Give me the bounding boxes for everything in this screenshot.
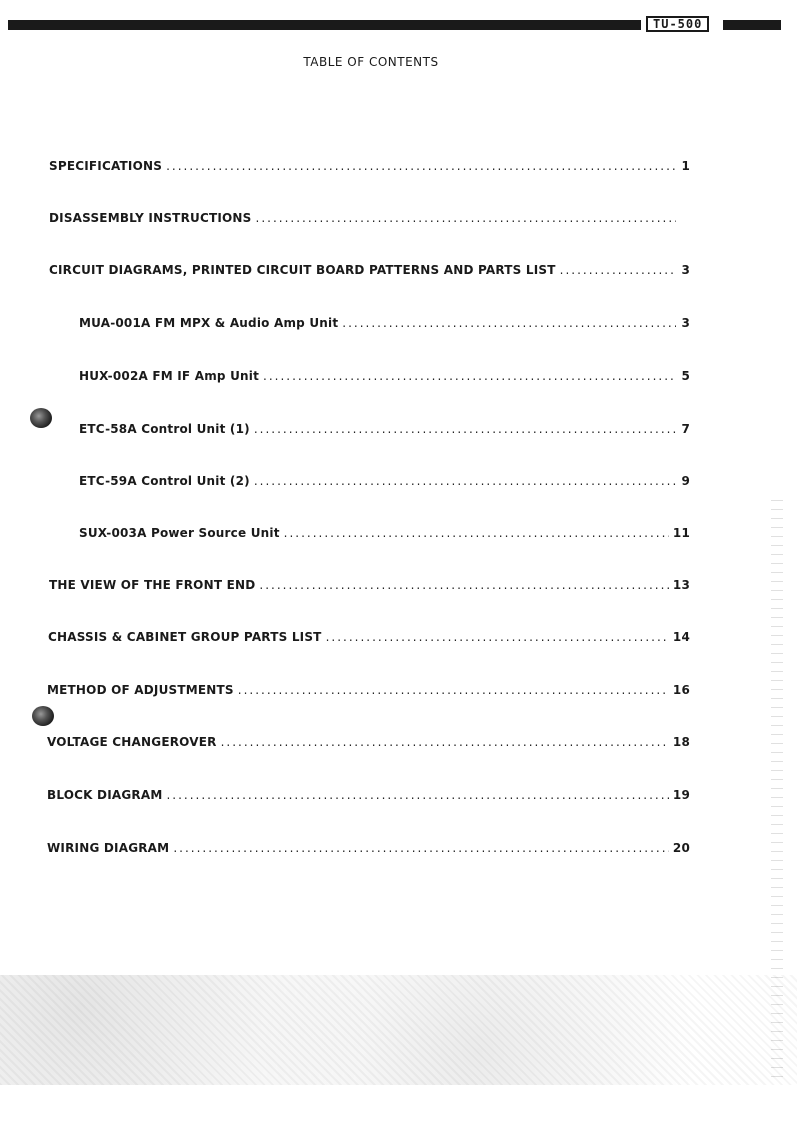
toc-entry-front-end[interactable] (49, 578, 690, 596)
toc-page-number: 1 (681, 159, 690, 173)
page-title: TABLE OF CONTENTS (303, 55, 439, 69)
toc-entry-label: ETC-59A Control Unit (2) (79, 474, 250, 488)
model-code: TU-500 (646, 16, 709, 32)
toc-entry-label: CHASSIS & CABINET GROUP PARTS LIST (48, 630, 322, 644)
dot-leader (238, 683, 669, 697)
toc-entry-label: CIRCUIT DIAGRAMS, PRINTED CIRCUIT BOARD PATTERNS AND PARTS LIST (49, 263, 556, 277)
toc-entry-label: DISASSEMBLY INSTRUCTIONS (49, 211, 252, 225)
scan-noise (0, 975, 797, 1085)
dot-leader (560, 263, 676, 277)
toc-entry-etc-59a[interactable] (79, 474, 690, 492)
toc-page-number: 19 (672, 788, 690, 802)
toc-entry-label: ETC-58A Control Unit (1) (79, 422, 250, 436)
toc-entry-label: MUA-001A FM MPX & Audio Amp Unit (79, 316, 339, 330)
toc-entry-label: THE VIEW OF THE FRONT END (49, 578, 256, 592)
toc-page-number: 16 (672, 683, 690, 697)
toc-entry-chassis-parts[interactable] (48, 630, 690, 648)
punch-hole-icon (32, 706, 54, 726)
scan-edge-noise (771, 500, 783, 1080)
toc-page-number: 3 (681, 316, 690, 330)
dot-leader (342, 316, 676, 330)
toc-entry-voltage-changerover[interactable] (47, 735, 690, 753)
toc-entry-label: METHOD OF ADJUSTMENTS (47, 683, 234, 697)
toc-entry-label: SPECIFICATIONS (49, 159, 163, 173)
toc-entry-sux-003a[interactable] (79, 526, 690, 544)
dot-leader (166, 788, 668, 802)
toc-page-number: 5 (681, 369, 690, 383)
toc-entry-label: HUX-002A FM IF Amp Unit (79, 369, 260, 383)
toc-page-number: 3 (681, 263, 690, 277)
toc-page-number: 20 (672, 841, 690, 855)
dot-leader (254, 422, 676, 436)
toc-entry-adjustments[interactable] (47, 683, 690, 701)
toc-entry-block-diagram[interactable] (47, 788, 690, 806)
dot-leader (259, 578, 668, 592)
dot-leader (326, 630, 669, 644)
toc-entry-label: WIRING DIAGRAM (47, 841, 170, 855)
dot-leader (284, 526, 669, 540)
punch-hole-icon (30, 408, 52, 428)
toc-entry-label: BLOCK DIAGRAM (47, 788, 163, 802)
toc-page-number: 18 (672, 735, 690, 749)
toc-entry-specifications[interactable] (49, 159, 690, 177)
dot-leader (166, 159, 676, 173)
toc-entry-hux-002a[interactable] (79, 369, 690, 387)
dot-leader (263, 369, 676, 383)
toc-page-number: 9 (681, 474, 690, 488)
dot-leader (173, 841, 669, 855)
toc-page-number: 13 (672, 578, 690, 592)
dot-leader (221, 735, 669, 749)
toc-entry-label: VOLTAGE CHANGEROVER (47, 735, 217, 749)
toc-entry-etc-58a[interactable] (79, 422, 690, 440)
toc-entry-label: SUX-003A Power Source Unit (79, 526, 280, 540)
toc-page-number: 7 (681, 422, 690, 436)
toc-entry-wiring-diagram[interactable] (47, 841, 690, 859)
toc-page-number: 14 (672, 630, 690, 644)
dot-leader (254, 474, 676, 488)
toc-entry-mua-001a[interactable] (79, 316, 690, 334)
dot-leader (256, 211, 677, 225)
header-rule-end (723, 20, 781, 30)
toc-page-number: 11 (672, 526, 690, 540)
header-rule (8, 20, 641, 30)
toc-entry-circuit-diagrams[interactable] (49, 263, 690, 281)
toc-entry-disassembly[interactable] (49, 211, 690, 229)
